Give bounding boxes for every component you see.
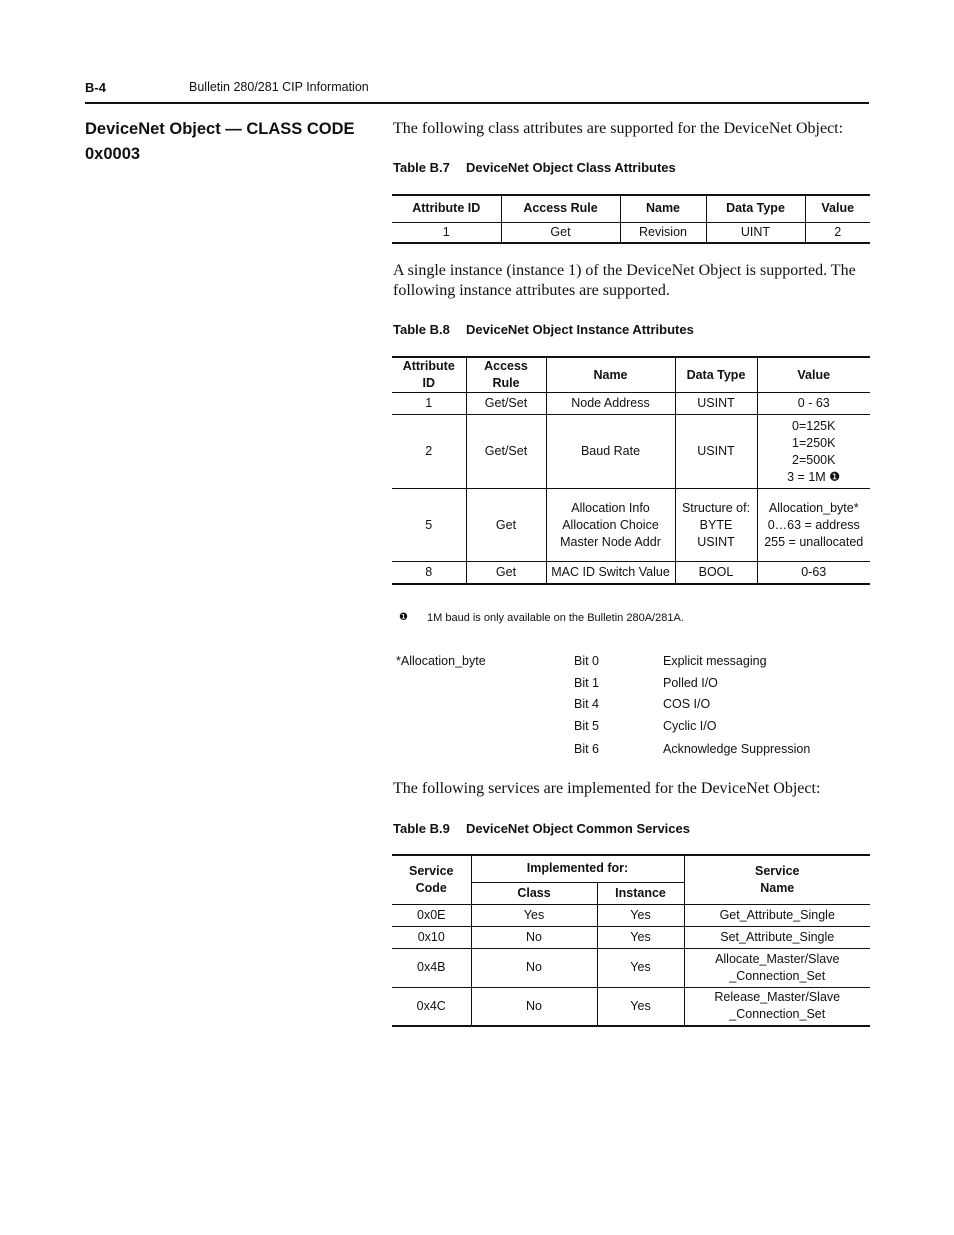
table-b8: [392, 356, 870, 585]
table-cell: [675, 489, 757, 562]
table-b7-caption: [393, 160, 676, 175]
table-b9-number: Table B.9: [393, 821, 450, 836]
table-cell: [684, 948, 870, 987]
table-cell: 0x4C: [392, 987, 471, 1026]
cell-line: 0 - 63: [797, 396, 830, 410]
cell-line: 255 = unallocated: [764, 534, 864, 549]
table-b7-number: Table B.7: [393, 160, 450, 175]
table-cell: Yes: [597, 904, 684, 926]
table-cell: 0x10: [392, 926, 471, 948]
header-line: Service: [409, 863, 454, 878]
table-cell: 8: [392, 562, 466, 584]
table-b7-header-cell: Name: [620, 195, 706, 222]
cell-line: Get_Attribute_Single: [719, 907, 835, 922]
table-cell: 1: [392, 222, 501, 243]
footnote-marker: ❶: [399, 612, 408, 623]
table-cell: No: [471, 948, 597, 987]
table-cell: [546, 393, 675, 415]
cell-line: Allocation Info: [571, 500, 650, 515]
table-row: [392, 948, 870, 987]
table-cell: Get/Set: [466, 415, 546, 489]
cell-line: 0=125K: [792, 418, 836, 433]
bit-label: Bit 6: [574, 742, 600, 756]
cell-line: USINT: [697, 444, 735, 458]
bit-label: Bit 0: [574, 654, 600, 668]
table-b8-number: Table B.8: [393, 322, 450, 337]
footnote-text: 1M baud is only available on the Bulletin 280A/281A.: [427, 612, 684, 624]
table-b9-caption: [393, 821, 690, 836]
table-b8-header-cell: Data Type: [675, 357, 757, 393]
table-b7-header-cell: Value: [805, 195, 870, 222]
cell-line: 1=250K: [792, 435, 836, 450]
table-b7-header-cell: Access Rule: [501, 195, 620, 222]
bit-label: Bit 4: [574, 697, 600, 711]
cell-line: Node Address: [571, 396, 650, 410]
table-cell: Get/Set: [466, 393, 546, 415]
cell-line: 3 = 1M ❶: [787, 469, 841, 484]
bit-meaning: Explicit messaging: [663, 654, 767, 668]
bit-meaning: Polled I/O: [663, 676, 718, 690]
cell-line: Allocation Choice: [562, 517, 659, 532]
cell-line: 0-63: [801, 564, 827, 579]
allocation-byte-label: *Allocation_byte: [396, 654, 486, 668]
table-b7-header-cell: Data Type: [706, 195, 805, 222]
table-row: [392, 987, 870, 1026]
table-cell: UINT: [706, 222, 805, 243]
table-row: [392, 222, 870, 243]
header-service-name: [684, 855, 870, 904]
table-cell: 1: [392, 393, 466, 415]
header-line: Service: [755, 863, 800, 878]
table-cell: [675, 393, 757, 415]
bit-meaning: COS I/O: [663, 697, 711, 711]
table-b8-title: DeviceNet Object Instance Attributes: [466, 322, 694, 337]
table-b7-title: DeviceNet Object Class Attributes: [466, 160, 676, 175]
cell-line: BYTE: [699, 517, 733, 532]
table-row: [392, 562, 870, 584]
header-line: Code: [415, 880, 447, 895]
table-cell: [684, 926, 870, 948]
bit-meaning: Acknowledge Suppression: [663, 742, 811, 756]
running-header-title: Bulletin 280/281 CIP Information: [189, 80, 369, 94]
table-b8-caption: [393, 322, 694, 337]
cell-line: 0…63 = address: [767, 517, 860, 532]
table-b9: [392, 854, 870, 1027]
cell-line: USINT: [697, 534, 735, 549]
table-cell: 5: [392, 489, 466, 562]
table-cell: Get: [501, 222, 620, 243]
table-row: [392, 904, 870, 926]
table-cell: No: [471, 987, 597, 1026]
table-row: [392, 393, 870, 415]
services-paragraph: The following services are implemented for the DeviceNet Object:: [393, 780, 821, 797]
table-b8-header-cell: Name: [546, 357, 675, 393]
table-cell: [546, 489, 675, 562]
table-cell: [675, 415, 757, 489]
table-cell: [546, 415, 675, 489]
cell-line: Baud Rate: [580, 444, 641, 458]
bit-meaning: Cyclic I/O: [663, 719, 717, 733]
table-cell: [757, 415, 870, 489]
table-row: [392, 489, 870, 562]
table-b7-header-cell: Attribute ID: [392, 195, 501, 222]
table-b8-header-cell: Attribute ID: [392, 357, 466, 393]
cell-line: Release_Master/Slave: [714, 990, 841, 1005]
header-rule: [85, 102, 869, 104]
table-cell: [757, 562, 870, 584]
cell-line: _Connection_Set: [729, 968, 826, 983]
table-cell: 0x0E: [392, 904, 471, 926]
table-cell: [546, 562, 675, 584]
bit-label: Bit 5: [574, 719, 600, 733]
cell-line: 2=500K: [792, 452, 836, 467]
table-cell: Yes: [597, 926, 684, 948]
table-row: [392, 415, 870, 489]
cell-line: _Connection_Set: [729, 1007, 826, 1022]
intro-paragraph: The following class attributes are supported for the DeviceNet Object:: [393, 120, 844, 137]
table-cell: Yes: [597, 987, 684, 1026]
page-number: B-4: [85, 80, 106, 95]
table-cell: [675, 562, 757, 584]
table-cell: No: [471, 926, 597, 948]
header-service-code: [392, 855, 471, 904]
header-implemented-for: Implemented for:: [471, 855, 684, 882]
table-cell: 2: [805, 222, 870, 243]
header-class: Class: [471, 882, 597, 904]
instance-paragraph: A single instance (instance 1) of the DeviceNet Object is supported. The following instance attributes are supported.: [393, 262, 856, 299]
table-b8-header-cell: Value: [757, 357, 870, 393]
header-instance: Instance: [597, 882, 684, 904]
cell-line: MAC ID Switch Value: [551, 564, 670, 579]
table-b8-header-cell: Access Rule: [466, 357, 546, 393]
cell-line: Allocation_byte*: [768, 500, 859, 515]
table-row: [392, 926, 870, 948]
table-cell: [684, 904, 870, 926]
cell-line: Set_Attribute_Single: [720, 929, 835, 944]
cell-line: USINT: [697, 396, 735, 410]
cell-line: Master Node Addr: [560, 534, 661, 549]
table-cell: Revision: [620, 222, 706, 243]
table-cell: Get: [466, 489, 546, 562]
table-cell: Get: [466, 562, 546, 584]
table-cell: [757, 489, 870, 562]
table-b9-title: DeviceNet Object Common Services: [466, 821, 690, 836]
header-line: Name: [760, 880, 795, 895]
section-heading: DeviceNet Object — CLASS CODE 0x0003: [85, 120, 355, 163]
table-cell: Yes: [471, 904, 597, 926]
table-cell: 0x4B: [392, 948, 471, 987]
table-b7: [392, 194, 870, 244]
table-cell: [757, 393, 870, 415]
cell-line: BOOL: [698, 564, 734, 579]
cell-line: Structure of:: [681, 500, 751, 515]
table-cell: 2: [392, 415, 466, 489]
table-cell: Yes: [597, 948, 684, 987]
table-cell: [684, 987, 870, 1026]
cell-line: Allocate_Master/Slave: [715, 951, 840, 966]
bit-label: Bit 1: [574, 676, 600, 690]
